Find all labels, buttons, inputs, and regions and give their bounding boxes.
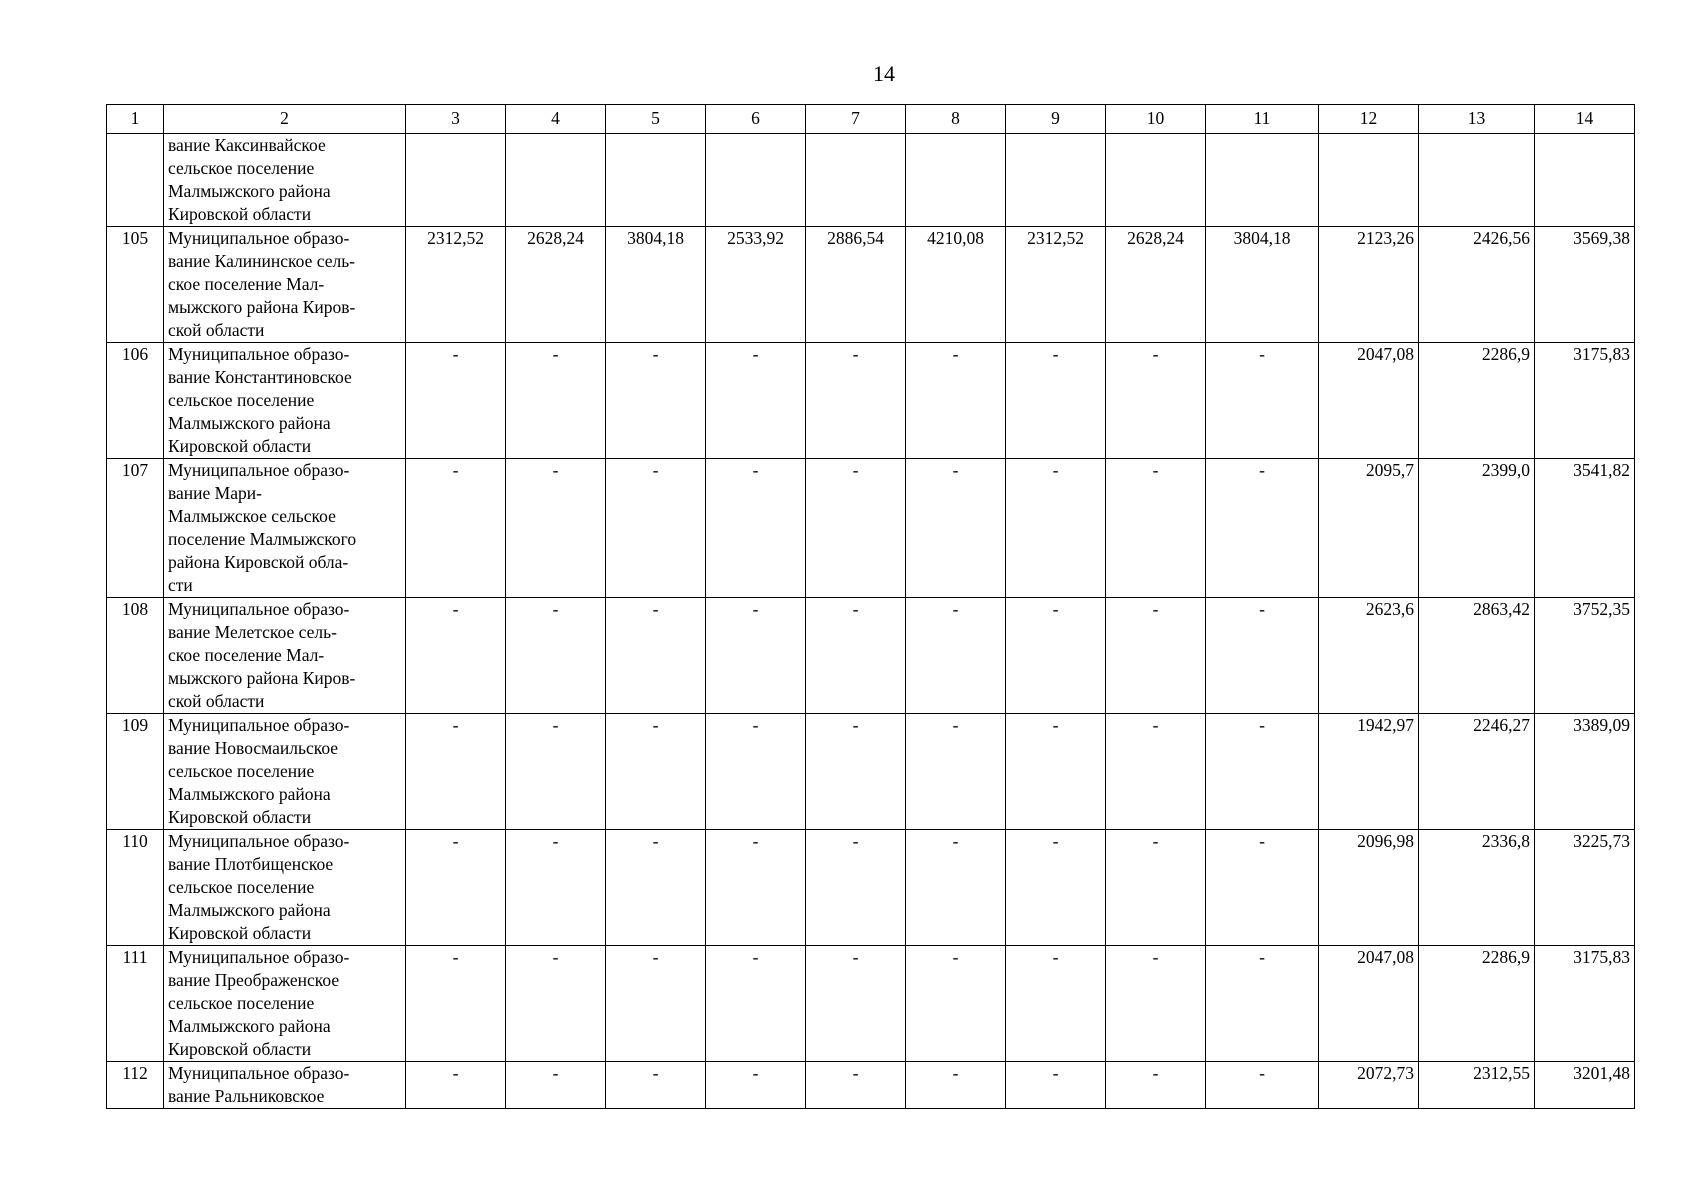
table-row	[107, 830, 1635, 946]
value-cell-col-10: -	[1106, 830, 1206, 946]
value-cell-col-6: 2533,92	[706, 227, 806, 343]
value-cell-col-4: -	[506, 459, 606, 598]
value-cell-col-3	[406, 134, 506, 227]
value-cell-col-3: -	[406, 343, 506, 459]
municipality-name-line: сельское поселение	[168, 993, 315, 1013]
value-cell-col-3: -	[406, 946, 506, 1062]
municipality-name	[164, 946, 406, 1062]
value-cell-col-13: 2312,55	[1419, 1062, 1535, 1109]
municipality-name-line: Муниципальное образо-	[168, 228, 350, 248]
table-row	[107, 1062, 1635, 1109]
value-cell-col-6: -	[706, 714, 806, 830]
column-header-14: 14	[1535, 105, 1635, 134]
value-cell-col-13	[1419, 134, 1535, 227]
row-number: 106	[107, 343, 164, 459]
column-header-10: 10	[1106, 105, 1206, 134]
value-cell-col-9: -	[1006, 598, 1106, 714]
municipality-name-line: вание Мари-	[168, 483, 262, 503]
value-cell-col-11	[1206, 134, 1319, 227]
value-cell-col-14: 3201,48	[1535, 1062, 1635, 1109]
value-cell-col-14: 3175,83	[1535, 946, 1635, 1062]
municipality-name-line: вание Новосмаильское	[168, 738, 339, 758]
table-row	[107, 459, 1635, 598]
value-cell-col-11: -	[1206, 598, 1319, 714]
value-cell-col-14: 3175,83	[1535, 343, 1635, 459]
municipality-name-line: сельское поселение	[168, 877, 315, 897]
table-row	[107, 714, 1635, 830]
value-cell-col-5: -	[606, 1062, 706, 1109]
municipality-name-line: вание Преображенское	[168, 970, 340, 990]
value-cell-col-6: -	[706, 946, 806, 1062]
municipality-name-line: Кировской области	[168, 204, 312, 224]
municipality-name	[164, 830, 406, 946]
municipality-name-line: ское поселение Мал-	[168, 645, 325, 665]
value-cell-col-5: -	[606, 343, 706, 459]
value-cell-col-6: -	[706, 459, 806, 598]
value-cell-col-10: -	[1106, 459, 1206, 598]
value-cell-col-10: -	[1106, 343, 1206, 459]
municipality-name-line: вание Каксинвайское	[168, 135, 326, 155]
value-cell-col-13: 2426,56	[1419, 227, 1535, 343]
municipality-name-line: вание Ральниковское	[168, 1086, 325, 1106]
value-cell-col-5: -	[606, 714, 706, 830]
municipality-name-line: Кировской области	[168, 436, 312, 456]
municipality-name-line: Муниципальное образо-	[168, 715, 350, 735]
value-cell-col-12: 2095,7	[1319, 459, 1419, 598]
value-cell-col-14: 3569,38	[1535, 227, 1635, 343]
value-cell-col-12: 2047,08	[1319, 946, 1419, 1062]
header-row	[107, 105, 1635, 134]
municipality-name-line: ской области	[168, 691, 265, 711]
value-cell-col-7: 2886,54	[806, 227, 906, 343]
value-cell-col-8	[906, 134, 1006, 227]
value-cell-col-5: -	[606, 459, 706, 598]
municipality-name-line: сельское поселение	[168, 761, 315, 781]
value-cell-col-14: 3225,73	[1535, 830, 1635, 946]
municipality-name	[164, 598, 406, 714]
value-cell-col-13: 2863,42	[1419, 598, 1535, 714]
value-cell-col-11: -	[1206, 830, 1319, 946]
value-cell-col-3: -	[406, 830, 506, 946]
value-cell-col-8: -	[906, 1062, 1006, 1109]
value-cell-col-3: -	[406, 598, 506, 714]
table-row	[107, 227, 1635, 343]
column-header-11: 11	[1206, 105, 1319, 134]
value-cell-col-10: -	[1106, 714, 1206, 830]
value-cell-col-8: 4210,08	[906, 227, 1006, 343]
row-number: 107	[107, 459, 164, 598]
table-row	[107, 946, 1635, 1062]
value-cell-col-7: -	[806, 459, 906, 598]
column-header-1: 1	[107, 105, 164, 134]
value-cell-col-11: -	[1206, 459, 1319, 598]
column-header-3: 3	[406, 105, 506, 134]
value-cell-col-11: 3804,18	[1206, 227, 1319, 343]
value-cell-col-10: 2628,24	[1106, 227, 1206, 343]
value-cell-col-6	[706, 134, 806, 227]
value-cell-col-4: -	[506, 946, 606, 1062]
municipality-name	[164, 1062, 406, 1109]
row-number	[107, 134, 164, 227]
municipality-name-line: ское поселение Мал-	[168, 274, 325, 294]
municipality-name-line: Малмыжского района	[168, 1016, 331, 1036]
municipality-name-line: Муниципальное образо-	[168, 460, 350, 480]
municipality-name-line: Муниципальное образо-	[168, 947, 350, 967]
municipality-name-line: мыжского района Киров-	[168, 668, 356, 688]
value-cell-col-11: -	[1206, 946, 1319, 1062]
value-cell-col-9: -	[1006, 830, 1106, 946]
value-cell-col-9: -	[1006, 343, 1106, 459]
municipality-name-line: района Кировской обла-	[168, 552, 349, 572]
value-cell-col-3: -	[406, 1062, 506, 1109]
value-cell-col-7: -	[806, 598, 906, 714]
column-header-12: 12	[1319, 105, 1419, 134]
value-cell-col-9: -	[1006, 714, 1106, 830]
value-cell-col-4: -	[506, 1062, 606, 1109]
municipality-name-line: Муниципальное образо-	[168, 831, 350, 851]
column-header-2: 2	[164, 105, 406, 134]
municipality-name-line: Кировской области	[168, 1039, 312, 1059]
value-cell-col-6: -	[706, 598, 806, 714]
municipality-name-line: ской области	[168, 320, 265, 340]
municipality-name-line: Малмыжского района	[168, 784, 331, 804]
municipality-name-line: вание Мелетское сель-	[168, 622, 337, 642]
value-cell-col-13: 2246,27	[1419, 714, 1535, 830]
column-header-6: 6	[706, 105, 806, 134]
value-cell-col-12: 2047,08	[1319, 343, 1419, 459]
value-cell-col-7: -	[806, 946, 906, 1062]
table-body	[107, 134, 1635, 1109]
value-cell-col-6: -	[706, 1062, 806, 1109]
municipality-name-line: вание Плотбищенское	[168, 854, 334, 874]
value-cell-col-13: 2336,8	[1419, 830, 1535, 946]
column-header-7: 7	[806, 105, 906, 134]
row-number: 111	[107, 946, 164, 1062]
value-cell-col-3: 2312,52	[406, 227, 506, 343]
value-cell-col-7: -	[806, 830, 906, 946]
municipality-name	[164, 227, 406, 343]
value-cell-col-3: -	[406, 714, 506, 830]
value-cell-col-7: -	[806, 714, 906, 830]
value-cell-col-14: 3389,09	[1535, 714, 1635, 830]
value-cell-col-5: -	[606, 598, 706, 714]
municipality-name	[164, 459, 406, 598]
value-cell-col-4: -	[506, 598, 606, 714]
value-cell-col-11: -	[1206, 714, 1319, 830]
row-number: 110	[107, 830, 164, 946]
value-cell-col-14: 3752,35	[1535, 598, 1635, 714]
value-cell-col-13: 2399,0	[1419, 459, 1535, 598]
value-cell-col-8: -	[906, 714, 1006, 830]
municipality-name-line: сельское поселение	[168, 158, 315, 178]
value-cell-col-7: -	[806, 1062, 906, 1109]
value-cell-col-4: 2628,24	[506, 227, 606, 343]
value-cell-col-12	[1319, 134, 1419, 227]
municipality-name-line: поселение Малмыжского	[168, 529, 357, 549]
value-cell-col-8: -	[906, 946, 1006, 1062]
value-cell-col-12: 2096,98	[1319, 830, 1419, 946]
value-cell-col-12: 1942,97	[1319, 714, 1419, 830]
value-cell-col-4: -	[506, 830, 606, 946]
municipality-name-line: Малмыжское сельское	[168, 506, 336, 526]
value-cell-col-12: 2623,6	[1319, 598, 1419, 714]
value-cell-col-8: -	[906, 459, 1006, 598]
value-cell-col-4	[506, 134, 606, 227]
value-cell-col-8: -	[906, 598, 1006, 714]
tariff-table	[106, 104, 1635, 1109]
column-header-4: 4	[506, 105, 606, 134]
value-cell-col-7: -	[806, 343, 906, 459]
value-cell-col-3: -	[406, 459, 506, 598]
value-cell-col-9: -	[1006, 459, 1106, 598]
value-cell-col-8: -	[906, 343, 1006, 459]
value-cell-col-12: 2123,26	[1319, 227, 1419, 343]
municipality-name-line: сельское поселение	[168, 390, 315, 410]
row-number: 112	[107, 1062, 164, 1109]
value-cell-col-12: 2072,73	[1319, 1062, 1419, 1109]
municipality-name-line: Малмыжского района	[168, 181, 331, 201]
municipality-name	[164, 343, 406, 459]
value-cell-col-7	[806, 134, 906, 227]
municipality-name-line: сти	[168, 575, 193, 595]
page-number: 14	[873, 61, 895, 86]
municipality-name-line: Кировской области	[168, 923, 312, 943]
municipality-name-line: вание Калининское сель-	[168, 251, 356, 271]
municipality-name-line: Малмыжского района	[168, 900, 331, 920]
value-cell-col-11: -	[1206, 1062, 1319, 1109]
value-cell-col-5: -	[606, 830, 706, 946]
column-header-8: 8	[906, 105, 1006, 134]
value-cell-col-4: -	[506, 343, 606, 459]
municipality-name	[164, 134, 406, 227]
municipality-name-line: мыжского района Киров-	[168, 297, 356, 317]
column-header-5: 5	[606, 105, 706, 134]
value-cell-col-6: -	[706, 830, 806, 946]
value-cell-col-13: 2286,9	[1419, 946, 1535, 1062]
municipality-name-line: Малмыжского района	[168, 413, 331, 433]
value-cell-col-10	[1106, 134, 1206, 227]
value-cell-col-9: -	[1006, 1062, 1106, 1109]
value-cell-col-11: -	[1206, 343, 1319, 459]
value-cell-col-8: -	[906, 830, 1006, 946]
value-cell-col-10: -	[1106, 598, 1206, 714]
column-header-13: 13	[1419, 105, 1535, 134]
municipality-name-line: Муниципальное образо-	[168, 1063, 350, 1083]
value-cell-col-14	[1535, 134, 1635, 227]
row-number: 105	[107, 227, 164, 343]
value-cell-col-10: -	[1106, 946, 1206, 1062]
table-row	[107, 598, 1635, 714]
value-cell-col-9: 2312,52	[1006, 227, 1106, 343]
table-row	[107, 134, 1635, 227]
value-cell-col-10: -	[1106, 1062, 1206, 1109]
municipality-name-line: Кировской области	[168, 807, 312, 827]
value-cell-col-5: -	[606, 946, 706, 1062]
value-cell-col-6: -	[706, 343, 806, 459]
value-cell-col-9: -	[1006, 946, 1106, 1062]
municipality-name-line: Муниципальное образо-	[168, 599, 350, 619]
column-header-9: 9	[1006, 105, 1106, 134]
value-cell-col-9	[1006, 134, 1106, 227]
value-cell-col-5: 3804,18	[606, 227, 706, 343]
municipality-name-line: Муниципальное образо-	[168, 344, 350, 364]
value-cell-col-13: 2286,9	[1419, 343, 1535, 459]
row-number: 108	[107, 598, 164, 714]
value-cell-col-14: 3541,82	[1535, 459, 1635, 598]
municipality-name	[164, 714, 406, 830]
municipality-name-line: вание Константиновское	[168, 367, 352, 387]
table-row	[107, 343, 1635, 459]
row-number: 109	[107, 714, 164, 830]
value-cell-col-4: -	[506, 714, 606, 830]
value-cell-col-5	[606, 134, 706, 227]
